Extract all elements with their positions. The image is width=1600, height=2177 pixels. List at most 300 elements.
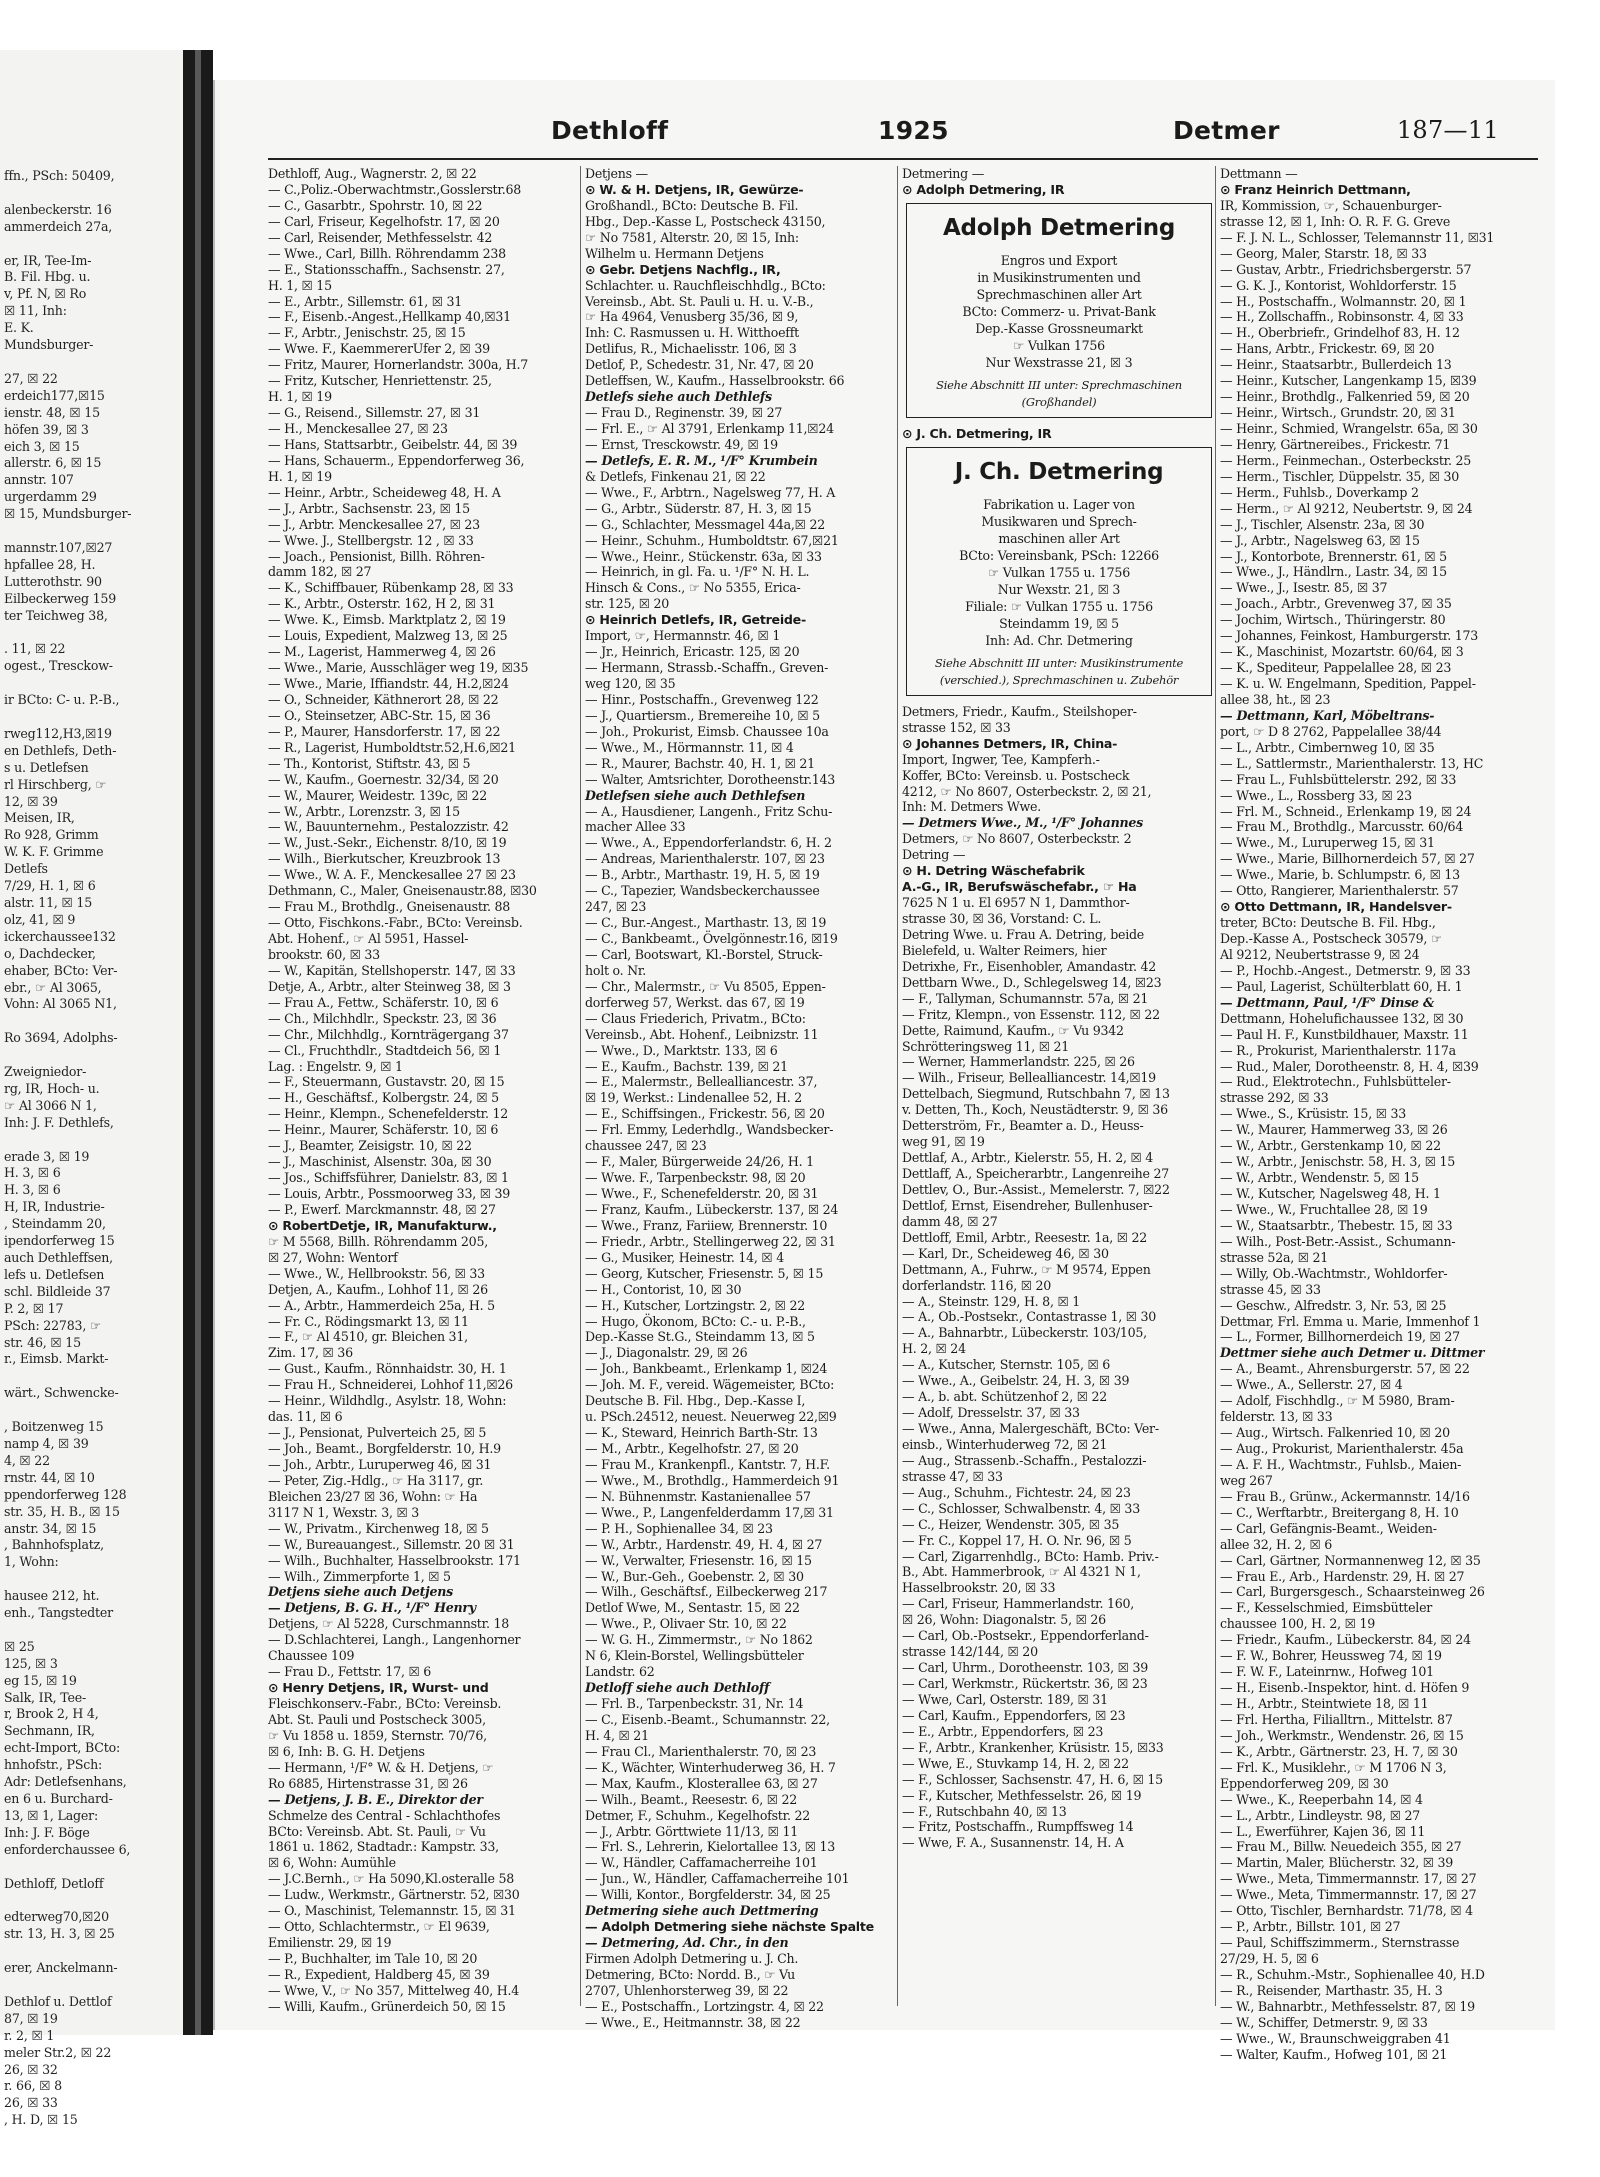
header-right-guide-word: Detmer <box>1173 116 1280 145</box>
left-page-line: 1, Wohn: <box>4 1554 59 1570</box>
directory-entry: — E., Arbtr., Eppendorfers, ☒ 23 <box>902 1723 1104 1739</box>
directory-entry: — H., Kutscher, Lortzingstr. 2, ☒ 22 <box>585 1297 805 1313</box>
directory-entry: — Wwe. F., Tarpenbeckstr. 98, ☒ 20 <box>585 1170 806 1186</box>
directory-entry: Eppendorferweg 209, ☒ 30 <box>1220 1775 1389 1791</box>
directory-entry: — A. F. H., Wachtmstr., Fuhlsb., Maien- <box>1220 1456 1462 1472</box>
left-page-line: echt-Import, BCto: <box>4 1740 120 1756</box>
directory-entry: — O., Schneider, Käthnerort 28, ☒ 22 <box>268 691 499 707</box>
directory-entry: 27/29, H. 5, ☒ 6 <box>1220 1951 1319 1966</box>
left-page-line: hausee 212, ht. <box>4 1588 100 1604</box>
directory-entry: das. 11, ☒ 6 <box>268 1409 343 1425</box>
left-page-line: r., Eimsb. Markt- <box>4 1351 109 1367</box>
left-page-line: 125, ☒ 3 <box>4 1655 58 1671</box>
directory-entry: — F. W., Bohrer, Heussweg 74, ☒ 19 <box>1220 1648 1442 1664</box>
directory-entry: — Wwe., S., Krüsistr. 15, ☒ 33 <box>1220 1106 1407 1122</box>
directory-entry: — Wwe. F., KaemmererUfer 2, ☒ 39 <box>268 341 490 357</box>
left-page-line: erer, Anckelmann- <box>4 1960 118 1976</box>
directory-entry: ⊙ Johannes Detmers, IR, China- <box>902 735 1118 751</box>
directory-entry: & Detlefs, Finkenau 21, ☒ 22 <box>585 468 766 484</box>
left-page-line: enforderchaussee 6, <box>4 1841 131 1857</box>
directory-entry: chaussee 100, H. 2, ☒ 19 <box>1220 1616 1375 1632</box>
directory-entry: — Wilh., Geschäftsf., Eilbeckerweg 217 <box>585 1584 828 1600</box>
directory-entry: — Geschw., Alfredstr. 3, Nr. 53, ☒ 25 <box>1220 1297 1447 1313</box>
left-page-line: , H. D, ☒ 15 <box>4 2112 78 2128</box>
directory-entry: — Detjens, B. G. H., ¹/F° Henry <box>268 1600 476 1616</box>
directory-entry: — G., Arbtr., Süderstr. 87, H. 3, ☒ 15 <box>585 500 812 516</box>
directory-column-2 <box>585 166 893 2031</box>
directory-entry: B., Abt. Hammerbrook, ☞ Al 4321 N 1, <box>902 1564 1141 1580</box>
directory-entry: — E., Malermstr., Bellealliancestr. 37, <box>585 1074 818 1090</box>
directory-entry: — Joach., Pensionist, Billh. Röhren- <box>268 548 485 564</box>
directory-entry: — Franz, Kaufm., Lübeckerstr. 137, ☒ 24 <box>585 1201 839 1217</box>
directory-entry: — Aug., Wirtsch. Falkenried 10, ☒ 20 <box>1220 1425 1450 1441</box>
directory-entry: — Ludw., Werkmstr., Gärtnerstr. 52, ☒30 <box>268 1887 520 1903</box>
directory-entry: — F., Tallyman, Schumannstr. 57a, ☒ 21 <box>902 990 1149 1006</box>
directory-entry: — H., Geschäftsf., Kolbergstr. 24, ☒ 5 <box>268 1090 499 1106</box>
directory-entry: — Hans, Arbtr., Frickestr. 69, ☒ 20 <box>1220 341 1435 357</box>
directory-entry: — W., Just.-Sekr., Eichenstr. 8/10, ☒ 19 <box>268 835 507 851</box>
directory-entry: — W., Maurer, Weidestr. 139c, ☒ 22 <box>268 787 487 803</box>
directory-entry: ⊙ Heinrich Detlefs, IR, Getreide- <box>585 612 806 628</box>
directory-entry: Schmelze des Central - Schlachthofes <box>268 1807 501 1823</box>
directory-entry: ⊙ Gebr. Detjens Nachflg., IR, <box>585 261 781 277</box>
directory-entry: — Joach., Arbtr., Grevenweg 37, ☒ 35 <box>1220 596 1452 612</box>
advertisement-title: J. Ch. Detmering <box>954 458 1164 485</box>
directory-entry: — Adolf, Dresselstr. 37, ☒ 33 <box>902 1405 1080 1421</box>
left-page-line: s u. Detlefsen <box>4 759 89 775</box>
directory-entry: — N. Bühnenmstr. Kastanienallee 57 <box>585 1488 811 1504</box>
directory-entry: — G. K. J., Kontorist, Wohldorferstr. 15 <box>1220 277 1457 293</box>
directory-entry: — Fritz, Klempn., von Essenstr. 112, ☒ 22 <box>902 1006 1160 1022</box>
directory-entry: weg 91, ☒ 19 <box>902 1134 985 1150</box>
left-page-line: Salk, IR, Tee- <box>4 1689 87 1705</box>
directory-entry: — Rud., Maler, Dorotheenstr. 8, H. 4, ☒39 <box>1220 1058 1479 1074</box>
left-page-line: ppendorferweg 128 <box>4 1486 127 1502</box>
left-page-line: ammerdeich 27a, <box>4 218 113 234</box>
directory-entry: — Paul H. F., Kunstbildhauer, Maxstr. 11 <box>1220 1026 1469 1042</box>
directory-entry: — Willi, Kaufm., Grünerdeich 50, ☒ 15 <box>268 1998 506 2014</box>
directory-entry: 1861 u. 1862, Stadtadr.: Kampstr. 33, <box>268 1839 499 1855</box>
left-page-line: wärt., Schwencke- <box>4 1385 119 1401</box>
directory-entry: ☒ 6, Inh: B. G. H. Detjens <box>268 1743 425 1759</box>
directory-entry: — F., Arbtr., Jenischstr. 25, ☒ 15 <box>268 325 466 341</box>
directory-entry: Detje, A., Arbtr., alter Steinweg 38, ☒ 3 <box>268 978 511 994</box>
directory-entry: — Carl, Gärtner, Normannenweg 12, ☒ 35 <box>1220 1552 1481 1568</box>
left-page-line <box>4 1943 183 1960</box>
directory-entry: — P., Ewerf. Marckmannstr. 48, ☒ 27 <box>268 1201 496 1217</box>
directory-entry: — Fr. C., Rödingsmarkt 13, ☒ 11 <box>268 1313 469 1329</box>
directory-entry: — H., Arbtr., Steintwiete 18, ☒ 11 <box>1220 1696 1429 1711</box>
directory-entry: — Frau B., Grünw., Ackermannstr. 14/16 <box>1220 1488 1470 1504</box>
directory-entry: — A., Hausdiener, Langenh., Fritz Schu- <box>585 803 833 819</box>
directory-entry: — Wilh., Buchhalter, Hasselbrookstr. 171 <box>268 1552 521 1568</box>
directory-entry: ☒ 6, Wohn: Aumühle <box>268 1855 396 1871</box>
directory-entry: Detjens siehe auch Detjens <box>268 1584 453 1600</box>
directory-entry: — Georg, Maler, Starstr. 18, ☒ 33 <box>1220 245 1427 261</box>
directory-entry: — Frau M., Brothdlg., Marcusstr. 60/64 <box>1220 819 1464 835</box>
directory-entry: Detrixhe, Fr., Eisenhobler, Amandastr. 42 <box>902 958 1157 974</box>
directory-entry: Detjens, ☞ Al 5228, Curschmannstr. 18 <box>268 1616 510 1632</box>
directory-entry: — F., Steuermann, Gustavstr. 20, ☒ 15 <box>268 1074 505 1090</box>
directory-entry: — W., Bahnarbtr., Methfesselstr. 87, ☒ 19 <box>1220 1998 1475 2014</box>
directory-entry: — Friedr., Arbtr., Stellingerweg 22, ☒ 31 <box>585 1233 836 1249</box>
directory-entry: — Heinr., Wildhdlg., Asylstr. 18, Wohn: <box>268 1393 507 1409</box>
directory-entry: — Willy, Ob.-Wachtmstr., Wohldorfer- <box>1220 1265 1448 1281</box>
directory-entry: — Detmers Wwe., M., ¹/F° Johannes <box>902 815 1143 831</box>
directory-entry: H. 1, ☒ 19 <box>268 468 332 484</box>
left-page-line: Meisen, IR, <box>4 810 75 826</box>
advertisement-note: Siehe Abschnitt III unter: Sprechmaschinen (Großhandel) <box>936 377 1182 409</box>
directory-entry: — Wwe., F., Arbtrn., Nagelsweg 77, H. A <box>585 484 836 500</box>
directory-entry: — Gust., Kaufm., Rönnhaidstr. 30, H. 1 <box>268 1361 507 1377</box>
left-page-line <box>4 236 183 253</box>
left-page-line: auch Dethleffsen, <box>4 1250 113 1265</box>
directory-entry: — Ch., Milchhdlr., Speckstr. 23, ☒ 36 <box>268 1010 497 1026</box>
directory-entry: — L., Ewerführer, Kajen 36, ☒ 11 <box>1220 1823 1426 1839</box>
directory-entry: ⊙ H. Detring Wäschefabrik <box>902 863 1085 879</box>
directory-entry: — Jos., Schiffsführer, Danielstr. 83, ☒ 1 <box>268 1170 509 1186</box>
left-page-line: 4, ☒ 22 <box>4 1452 50 1468</box>
advertisement-line: Nur Wexstr. 21, ☒ 3 <box>997 581 1121 597</box>
directory-entry: — Frl. Emmy, Lederhdlg., Wandsbecker- <box>585 1122 834 1138</box>
directory-entry: u. PSch.24512, neuest. Neuerweg 22,☒9 <box>585 1409 837 1425</box>
left-page-line: en Dethlefs, Deth- <box>4 742 117 758</box>
directory-entry: holt o. Nr. <box>585 962 647 978</box>
left-page-line: Adr: Detlefsenhans, <box>4 1774 127 1790</box>
directory-entry: weg 267 <box>1220 1472 1273 1488</box>
left-page-line <box>4 1402 183 1419</box>
directory-entry: — Max, Kaufm., Klosterallee 63, ☒ 27 <box>585 1775 818 1791</box>
directory-entry: — Cl., Fruchthdlr., Stadtdeich 56, ☒ 1 <box>268 1042 502 1058</box>
left-page-line: , Boitzenweg 15 <box>4 1419 104 1435</box>
left-page-line <box>4 1047 183 1064</box>
directory-entry: allee 32, H. 2, ☒ 6 <box>1220 1536 1333 1552</box>
directory-entry: — F., Maler, Bürgerweide 24/26, H. 1 <box>585 1154 814 1170</box>
directory-entry: — Herm., Fuhlsb., Doverkamp 2 <box>1220 484 1419 500</box>
directory-entry: — W., Arbtr., Jenischstr. 58, H. 3, ☒ 15 <box>1220 1154 1456 1170</box>
directory-entry: — Detlefs, E. R. M., ¹/F° Krumbein <box>585 452 818 468</box>
directory-entry: — O., Steinsetzer, ABC-Str. 15, ☒ 36 <box>268 707 491 723</box>
directory-entry: — Otto, Fischkons.-Fabr., BCto: Vereinsb. <box>268 915 523 931</box>
directory-entry: — Wwe, E., Stuvkamp 14, H. 2, ☒ 22 <box>902 1755 1129 1771</box>
directory-entry: — Rud., Elektrotechn., Fuhlsbütteler- <box>1220 1074 1451 1090</box>
left-page-line: eg 15, ☒ 19 <box>4 1672 77 1688</box>
directory-entry: v. Detten, Th., Koch, Neustädterstr. 9, ☒ 36 <box>902 1102 1168 1118</box>
left-page-line: meler Str.2, ☒ 22 <box>4 2044 112 2060</box>
directory-entry: — Frl. M., Schneid., Erlenkamp 19, ☒ 24 <box>1220 803 1472 819</box>
directory-entry: — W., Kutscher, Nagelsweg 48, H. 1 <box>1220 1186 1441 1201</box>
directory-entry: — Fritz, Maurer, Hornerlandstr. 300a, H.7 <box>268 357 529 373</box>
directory-entry: — C., Heizer, Wendenstr. 305, ☒ 35 <box>902 1516 1120 1532</box>
directory-entry: — Wwe., Heinr., Stückenstr. 63a, ☒ 33 <box>585 548 822 564</box>
directory-entry: — J., Arbtr., Nagelsweg 63, ☒ 15 <box>1220 532 1420 548</box>
advertisement-line: Steindamm 19, ☒ 5 <box>999 615 1119 631</box>
directory-entry: Detlefs siehe auch Dethlefs <box>585 389 772 405</box>
directory-entry: — Wilh., Friseur, Bellealliancestr. 14,☒19 <box>902 1070 1156 1086</box>
left-page-line: B. Fil. Hbg. u. <box>4 269 91 285</box>
advertisement-line: in Musikinstrumenten und <box>977 269 1141 285</box>
directory-entry: — Wwe., Marie, b. Schlumpstr. 6, ☒ 13 <box>1220 867 1460 883</box>
left-page-line: ☞ Al 3066 N 1, <box>4 1097 97 1113</box>
directory-entry: — C.,Poliz.-Oberwachtmstr.,Gosslerstr.68 <box>268 181 522 197</box>
directory-entry: — K., Arbtr., Gärtnerstr. 23, H. 7, ☒ 30 <box>1220 1743 1458 1759</box>
left-page-line: ehaber, BCto: Ver- <box>4 962 118 978</box>
directory-entry: — W. G. H., Zimmermstr., ☞ No 1862 <box>585 1632 813 1648</box>
directory-entry: Detlefsen siehe auch Dethlefsen <box>585 787 806 803</box>
left-page-line: alenbeckerstr. 16 <box>4 201 112 217</box>
directory-entry: — Hinr., Postschaffn., Grevenweg 122 <box>585 691 819 707</box>
directory-entry: Inh: C. Rasmussen u. H. Witthoefft <box>585 325 799 341</box>
directory-entry: 3117 N 1, Wexstr. 3, ☒ 3 <box>268 1504 420 1520</box>
left-page-line: olz, 41, ☒ 9 <box>4 911 76 927</box>
left-page-line: enh., Tangstedter <box>4 1605 113 1621</box>
directory-entry: — J., Kontorbote, Brennerstr. 61, ☒ 5 <box>1220 548 1447 564</box>
directory-entry: — H., Oberbriefr., Grindelhof 83, H. 12 <box>1220 325 1460 341</box>
directory-entry: — Carl, Burgersgesch., Schaarsteinweg 26 <box>1220 1584 1485 1600</box>
directory-entry: strasse 30, ☒ 36, Vorstand: C. L. <box>902 911 1102 926</box>
directory-entry: ⊙ Adolph Detmering, IR <box>902 181 1065 197</box>
directory-entry: — Heinr., Arbtr., Scheideweg 48, H. A <box>268 484 501 500</box>
directory-entry: — Dettmann, Karl, Möbeltrans- <box>1220 707 1435 723</box>
directory-entry: — J., Tischler, Alsenstr. 23a, ☒ 30 <box>1220 516 1425 532</box>
directory-entry: Bielefeld, u. Walter Reimers, hier <box>902 942 1107 958</box>
directory-entry: — Jr., Heinrich, Ericastr. 125, ☒ 20 <box>585 644 800 660</box>
directory-entry: — Werner, Hammerlandstr. 225, ☒ 26 <box>902 1054 1135 1070</box>
left-page-line: Zweigniedor- <box>4 1064 87 1080</box>
left-page-line: rweg112,H3,☒19 <box>4 725 112 741</box>
left-page-line <box>4 1892 183 1909</box>
directory-entry: — Fritz, Kutscher, Henriettenstr. 25, <box>268 373 492 389</box>
left-page-line: Vohn: Al 3065 N1, <box>4 996 117 1012</box>
directory-entry: — Wwe., D., Marktstr. 133, ☒ 6 <box>585 1042 778 1058</box>
directory-entry: — Hans, Stattsarbtr., Geibelstr. 44, ☒ 39 <box>268 436 518 452</box>
directory-entry: — Heinr., Staatsarbtr., Bullerdeich 13 <box>1220 357 1452 373</box>
directory-entry: — C., Werftarbtr., Breitergang 8, H. 10 <box>1220 1504 1459 1520</box>
left-page-line: Detlefs <box>4 861 48 877</box>
directory-entry: — R., Lagerist, Humboldtstr.52,H.6,☒21 <box>268 739 516 755</box>
directory-entry: Dettelbach, Siegmund, Rutschbahn 7, ☒ 13 <box>902 1086 1170 1102</box>
directory-entry: — Wwe., W. A. F., Menckesallee 27 ☒ 23 <box>268 867 516 883</box>
advertisement-line: Engros und Export <box>1000 252 1118 268</box>
directory-entry: ⊙ Franz Heinrich Dettmann, <box>1220 181 1411 197</box>
directory-entry: — Frau L., Fuhlsbüttelerstr. 292, ☒ 33 <box>1220 771 1457 787</box>
directory-entry: — Frl. Hertha, Filialltrn., Mittelstr. 87 <box>1220 1711 1453 1727</box>
directory-entry: Zim. 17, ☒ 36 <box>268 1345 353 1361</box>
directory-entry: strasse 12, ☒ 1, Inh: O. R. F. G. Greve <box>1220 213 1451 229</box>
directory-entry: — Chr., Milchhdlg., Kornträgergang 37 <box>268 1026 509 1042</box>
directory-entry: — Carl, Reisender, Methfesselstr. 42 <box>268 229 493 245</box>
page-header <box>213 116 1553 150</box>
advertisement-box <box>906 447 1212 696</box>
directory-entry: — Heinr., Schuhm., Humboldtstr. 67,☒21 <box>585 532 839 548</box>
directory-entry: — K., Wächter, Winterhuderweg 36, H. 7 <box>585 1759 836 1775</box>
directory-entry: — M., Arbtr., Kegelhofstr. 27, ☒ 20 <box>585 1441 799 1456</box>
directory-entry: — Frl. S., Lehrerin, Kielortallee 13, ☒ 13 <box>585 1839 836 1855</box>
directory-entry: — Wilh., Beamt., Reesestr. 6, ☒ 22 <box>585 1791 798 1807</box>
directory-entry: — G., Schlachter, Messmagel 44a,☒ 22 <box>585 516 825 532</box>
directory-entry: Schlachter. u. Rauchfleischhdlg., BCto: <box>585 277 826 293</box>
directory-entry: damm 182, ☒ 27 <box>268 564 372 580</box>
directory-entry: — Herm., Feinmechan., Osterbeckstr. 25 <box>1220 452 1472 468</box>
left-page-line: urgerdamm 29 <box>4 489 97 505</box>
directory-entry: — Hermann, Strassb.-Schaffn., Greven- <box>585 660 829 676</box>
directory-entry: — W., Arbtr., Hardenstr. 49, H. 4, ☒ 27 <box>585 1536 823 1552</box>
directory-entry: — Wwe., Franz, Fariiew, Brennerstr. 10 <box>585 1217 828 1233</box>
directory-entry: — Otto, Schlachtermstr., ☞ El 9639, <box>268 1919 490 1935</box>
directory-entry: — W., Arbtr., Wendenstr. 5, ☒ 15 <box>1220 1170 1419 1186</box>
directory-entry: — Wwe, V., ☞ No 357, Mittelweg 40, H.4 <box>268 1982 519 1998</box>
left-page-line: 13, ☒ 1, Lager: <box>4 1807 98 1823</box>
directory-entry: — W., Staatsarbtr., Thebestr. 15, ☒ 33 <box>1220 1217 1453 1233</box>
advertisement-line: Nur Wexstrasse 21, ☒ 3 <box>985 354 1133 370</box>
directory-entry: 4212, ☞ No 8607, Osterbeckstr. 2, ☒ 21, <box>902 783 1152 799</box>
directory-entry: — Carl, Uhrm., Dorotheenstr. 103, ☒ 39 <box>902 1660 1148 1676</box>
directory-entry: — H., Contorist, 10, ☒ 30 <box>585 1281 742 1297</box>
directory-entry: — L., Arbtr., Cimbernweg 10, ☒ 35 <box>1220 739 1435 755</box>
left-page-line: E. K. <box>4 320 34 336</box>
directory-entry: felderstr. 13, ☒ 33 <box>1220 1409 1333 1425</box>
directory-entry: — Dettmann, Paul, ¹/F° Dinse & <box>1220 994 1435 1010</box>
directory-entry: — Joh., Beamt., Borgfelderstr. 10, H.9 <box>268 1441 501 1456</box>
directory-entry: — Wwe., J., Händlrn., Lastr. 34, ☒ 15 <box>1220 564 1447 580</box>
directory-entry: Großhandl., BCto: Deutsche B. Fil. <box>585 197 799 213</box>
directory-entry: — A., Bahnarbtr., Lübeckerstr. 103/105, <box>902 1325 1147 1341</box>
directory-entry: strasse 52a, ☒ 21 <box>1220 1249 1329 1265</box>
directory-entry: — Carl, Werkmstr., Rückertstr. 36, ☒ 23 <box>902 1676 1148 1691</box>
directory-entry: — W., Verwalter, Friesenstr. 16, ☒ 15 <box>585 1552 812 1568</box>
directory-entry: Detterström, Fr., Beamter a. D., Heuss- <box>902 1118 1144 1134</box>
directory-entry: ⊙ J. Ch. Detmering, IR <box>902 425 1052 441</box>
directory-entry: — H., Postschaffn., Wolmannstr. 20, ☒ 1 <box>1220 293 1467 309</box>
directory-entry: — E., Stationsschaffn., Sachsenstr. 27, <box>268 261 505 277</box>
left-page-line <box>4 624 183 641</box>
left-page-line: anstr. 34, ☒ 15 <box>4 1520 97 1536</box>
left-page-line: 87, ☒ 19 <box>4 2010 58 2026</box>
directory-entry: — P. H., Sophienallee 34, ☒ 23 <box>585 1520 773 1536</box>
directory-entry: — Carl, Bootswart, Kl.-Borstel, Struck- <box>585 946 823 962</box>
directory-entry: — K., Arbtr., Osterstr. 162, H 2, ☒ 31 <box>268 596 496 612</box>
left-page-line: er, IR, Tee-Im- <box>4 252 92 268</box>
left-page-line: Ro 928, Grimm <box>4 827 99 843</box>
left-page-line: alstr. 11, ☒ 15 <box>4 894 93 910</box>
directory-entry: — R., Reisender, Marthastr. 35, H. 3 <box>1220 1982 1443 1998</box>
directory-entry: — C., Bur.-Angest., Marthastr. 13, ☒ 19 <box>585 915 827 931</box>
directory-entry: — Wwe., F., Schenefelderstr. 20, ☒ 31 <box>585 1186 819 1201</box>
directory-entry: treter, BCto: Deutsche B. Fil. Hbg., <box>1220 915 1436 931</box>
directory-entry: — J., Arbtr. Menckesallee 27, ☒ 23 <box>268 516 480 532</box>
directory-entry: — Aug., Schuhm., Fichtestr. 24, ☒ 23 <box>902 1484 1131 1500</box>
directory-entry: Detmering — <box>902 166 985 181</box>
directory-entry: — Peter, Zig.-Hdlg., ☞ Ha 3117, gr. <box>268 1472 484 1488</box>
left-page-line <box>4 1859 183 1876</box>
directory-entry: — Wwe., A., Geibelstr. 24, H. 3, ☒ 39 <box>902 1373 1130 1389</box>
left-page-line <box>4 1368 183 1385</box>
directory-entry: — Frl. K., Musiklehr., ☞ M 1706 N 3, <box>1220 1759 1447 1775</box>
directory-entry: — Carl, Zigarrenhdlg., BCto: Hamb. Priv.- <box>902 1548 1159 1564</box>
directory-entry: — Fritz, Postschaffn., Rumpffsweg 14 <box>902 1819 1134 1835</box>
directory-entry: Hbg., Dep.-Kasse L, Postscheck 43150, <box>585 213 826 229</box>
directory-entry: — Heinr., Klempn., Schenefelderstr. 12 <box>268 1106 509 1122</box>
left-page-fragment <box>0 50 183 2128</box>
directory-entry: — Wwe., A., Eppendorferlandstr. 6, H. 2 <box>585 835 832 851</box>
directory-entry: — Frl. E., ☞ Al 3791, Erlenkamp 11,☒24 <box>585 421 834 436</box>
directory-entry: Dep.-Kasse St.G., Steindamm 13, ☒ 5 <box>585 1329 815 1345</box>
directory-entry: — P., Maurer, Hansdorferstr. 17, ☒ 22 <box>268 723 501 739</box>
directory-entry: — Th., Kontorist, Stiftstr. 43, ☒ 5 <box>268 755 471 771</box>
directory-entry: — C., Gasarbtr., Spohrstr. 10, ☒ 22 <box>268 197 483 213</box>
column-divider <box>580 166 581 2006</box>
directory-entry: — W., Händler, Caffamacherreihe 101 <box>585 1855 818 1871</box>
left-page-line: 12, ☒ 39 <box>4 793 58 809</box>
advertisement-note: Siehe Abschnitt III unter: Musikinstrumente (verschied.), Sprechmaschinen u. Zubehör <box>934 655 1184 687</box>
directory-entry: — R., Prokurist, Marienthalerstr. 117a <box>1220 1042 1456 1058</box>
directory-entry: Detmer, F., Schuhm., Kegelhofstr. 22 <box>585 1807 811 1823</box>
directory-entry: — Hugo, Ökonom, BCto: C.- u. P.-B., <box>585 1313 806 1329</box>
directory-entry: — J.C.Bernh., ☞ Ha 5090,Kl.osteralle 58 <box>268 1871 514 1887</box>
advertisement-line: Fabrikation u. Lager von <box>983 496 1135 512</box>
directory-entry: — W., Bureauangest., Sillemstr. 20 ☒ 31 <box>268 1536 515 1552</box>
directory-entry: — H., Menckesallee 27, ☒ 23 <box>268 421 448 436</box>
directory-entry: Dette, Raimund, Kaufm., ☞ Vu 9342 <box>902 1022 1124 1038</box>
left-page-line: ter Teichweg 38, <box>4 607 108 623</box>
column-divider <box>897 166 898 2006</box>
directory-entry: ☞ Vu 1858 u. 1859, Sternstr. 70/76, <box>268 1727 487 1743</box>
directory-entry: ⊙ W. & H. Detjens, IR, Gewürze- <box>585 181 804 197</box>
left-page-line: ebr., ☞ Al 3065, <box>4 979 102 995</box>
directory-entry: — W., Maurer, Hammerweg 33, ☒ 26 <box>1220 1122 1448 1138</box>
directory-entry: Detring — <box>902 847 966 863</box>
left-page-line: hpfallee 28, H. <box>4 556 96 572</box>
directory-entry: — Carl, Ob.-Postsekr., Eppendorferland- <box>902 1628 1149 1644</box>
directory-entry: BCto: Vereinsb. Abt. St. Pauli, ☞ Vu <box>268 1823 486 1839</box>
directory-entry: Dethmann, C., Maler, Gneisenaustr.88, ☒30 <box>268 883 537 899</box>
directory-entry: N 6, Klein-Borstel, Wellingsbütteler <box>585 1648 804 1664</box>
directory-entry: damm 48, ☒ 27 <box>902 1213 998 1229</box>
directory-entry: — Frau D., Reginenstr. 39, ☒ 27 <box>585 405 783 421</box>
header-left-guide-word: Dethloff <box>551 116 669 145</box>
directory-entry: — E., Postschaffn., Lortzingstr. 4, ☒ 22 <box>585 1998 824 2014</box>
directory-entry: Landstr. 62 <box>585 1664 655 1680</box>
header-rule <box>268 158 1538 160</box>
directory-entry: — W., Bur.-Geh., Goebenstr. 2, ☒ 30 <box>585 1568 804 1584</box>
directory-entry: Emilienstr. 29, ☒ 19 <box>268 1935 392 1951</box>
directory-entry: — Wwe., Marie, Iffiandstr. 44, H.2,☒24 <box>268 676 509 691</box>
directory-entry: — Detmering, Ad. Chr., in den <box>585 1935 789 1951</box>
left-page-line: r. 2, ☒ 1 <box>4 2027 55 2043</box>
left-page-line: Dethloff, Detloff <box>4 1875 104 1891</box>
directory-entry: A.-G., IR, Berufswäschefabr., ☞ Ha <box>902 879 1137 895</box>
directory-entry: Abt. Hohenf., ☞ Al 5951, Hassel- <box>268 931 469 946</box>
left-page-line: Dethlof u. Dettlof <box>4 1993 112 2009</box>
directory-entry: — C., Bankbeamt., Övelgönnestr.16, ☒19 <box>585 931 838 946</box>
directory-entry: — Detjens, J. B. E., Direktor der <box>268 1791 483 1807</box>
directory-entry: strasse 152, ☒ 33 <box>902 719 1011 735</box>
left-page-line: o, Dachdecker, <box>4 945 96 961</box>
directory-entry: — Heinr., Brothdlg., Falkenried 59, ☒ 20 <box>1220 389 1470 405</box>
left-page-line <box>4 1132 183 1149</box>
directory-entry: Dettloff, Emil, Arbtr., Reesestr. 1a, ☒ 22 <box>902 1229 1148 1245</box>
directory-entry: — C., Tapezier, Wandsbeckerchaussee <box>585 883 820 899</box>
directory-entry: Import, ☞, Hermannstr. 46, ☒ 1 <box>585 628 781 644</box>
directory-entry: allee 38, ht., ☒ 23 <box>1220 691 1331 707</box>
left-page-line <box>4 523 183 540</box>
directory-entry: — B., Arbtr., Marthastr. 19, H. 5, ☒ 19 <box>585 867 820 883</box>
directory-entry: Dettmann, A., Fuhrw., ☞ M 9574, Eppen <box>902 1261 1151 1277</box>
directory-entry: — F., Rutschbahn 40, ☒ 13 <box>902 1803 1067 1819</box>
directory-entry: — W., Arbtr., Lorenzstr. 3, ☒ 15 <box>268 803 460 819</box>
left-page-line: 26, ☒ 33 <box>4 2095 58 2111</box>
directory-entry: Dettlaf, A., Arbtr., Kielerstr. 55, H. 2, ☒ 4 <box>902 1150 1154 1166</box>
